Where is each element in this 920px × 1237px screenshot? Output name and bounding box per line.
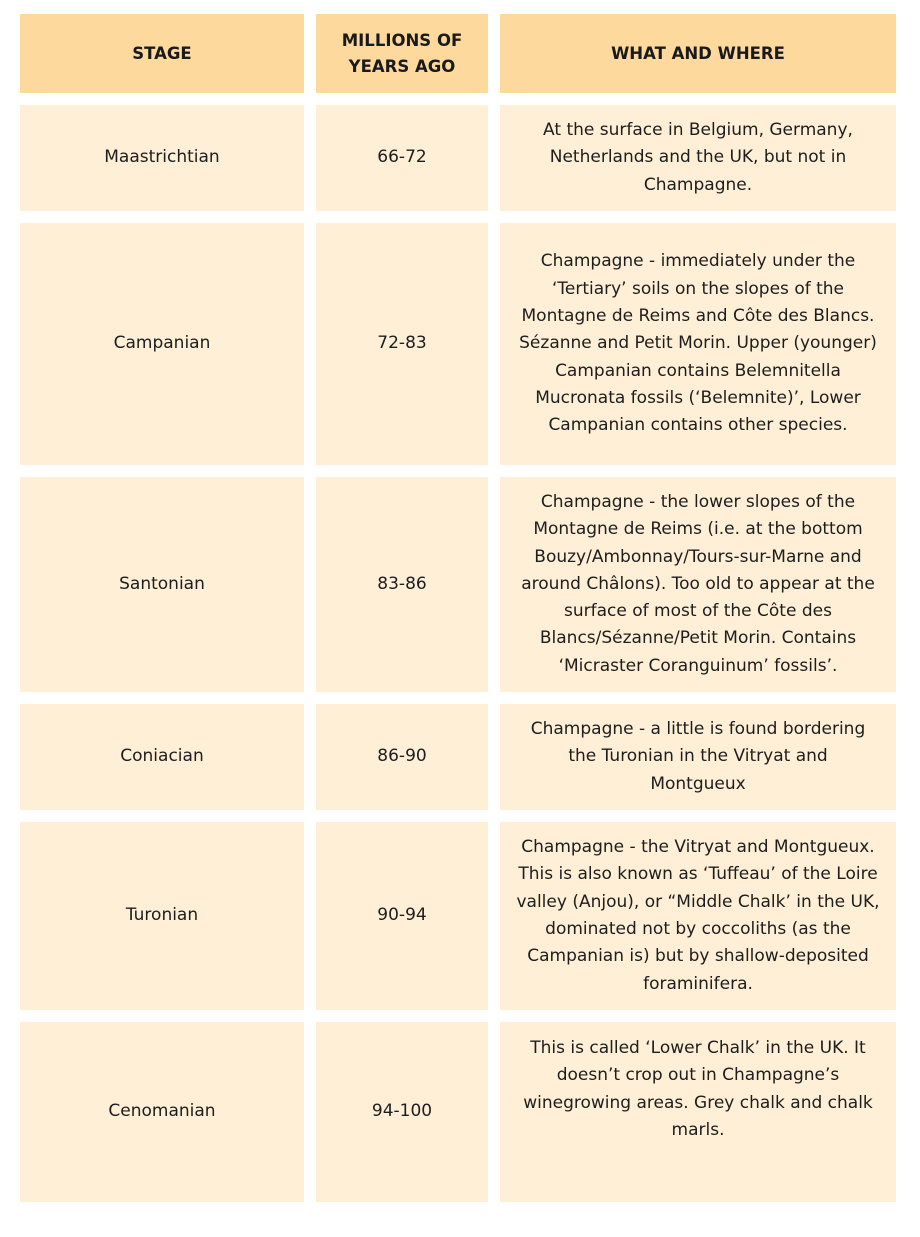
row-coniacian-mya: 86-90 <box>316 704 488 810</box>
row-turonian-what: Champagne - the Vitryat and Montgueux. This is also known as ‘Tuffeau’ of the Loire valley (Anjou), or “Middle Chalk’ in the UK, dominated not by coccoliths (as the Campanian is) but by shallow-deposited foraminifera. <box>500 822 896 1010</box>
row-maastrichtian-mya: 66-72 <box>316 105 488 211</box>
row-maastrichtian-stage: Maastrichtian <box>20 105 304 211</box>
row-campanian-mya: 72-83 <box>316 223 488 465</box>
row-campanian-stage: Campanian <box>20 223 304 465</box>
row-cenomanian-stage: Cenomanian <box>20 1022 304 1202</box>
row-santonian-stage: Santonian <box>20 477 304 692</box>
row-coniacian-stage: Coniacian <box>20 704 304 810</box>
row-coniacian-what: Champagne - a little is found bordering the Turonian in the Vitryat and Montgueux <box>500 704 896 810</box>
row-santonian-what: Champagne - the lower slopes of the Montagne de Reims (i.e. at the bottom Bouzy/Ambonnay/Tours-sur-Marne and around Châlons). Too old to appear at the surface of most of the Côte des Blancs/Sézanne/Petit Morin. Contains ‘Micraster Coranguinum’ fossils’. <box>500 477 896 692</box>
row-cenomanian-what: This is called ‘Lower Chalk’ in the UK. It doesn’t crop out in Champagne’s winegrowing areas. Grey chalk and chalk marls. <box>500 1022 896 1202</box>
row-turonian-stage: Turonian <box>20 822 304 1010</box>
header-what-and-where: WHAT AND WHERE <box>500 14 896 93</box>
header-stage: STAGE <box>20 14 304 93</box>
row-turonian-mya: 90-94 <box>316 822 488 1010</box>
row-maastrichtian-what: At the surface in Belgium, Germany, Netherlands and the UK, but not in Champagne. <box>500 105 896 211</box>
header-millions-of-years-ago: MILLIONS OF YEARS AGO <box>316 14 488 93</box>
row-santonian-mya: 83-86 <box>316 477 488 692</box>
row-campanian-what: Champagne - immediately under the ‘Tertiary’ soils on the slopes of the Montagne de Reims and Côte des Blancs. Sézanne and Petit Morin. Upper (younger) Campanian contains Belemnitella Mucronata fossils (‘Belemnite)’, Lower Campanian contains other species. <box>500 223 896 465</box>
row-cenomanian-mya: 94-100 <box>316 1022 488 1202</box>
